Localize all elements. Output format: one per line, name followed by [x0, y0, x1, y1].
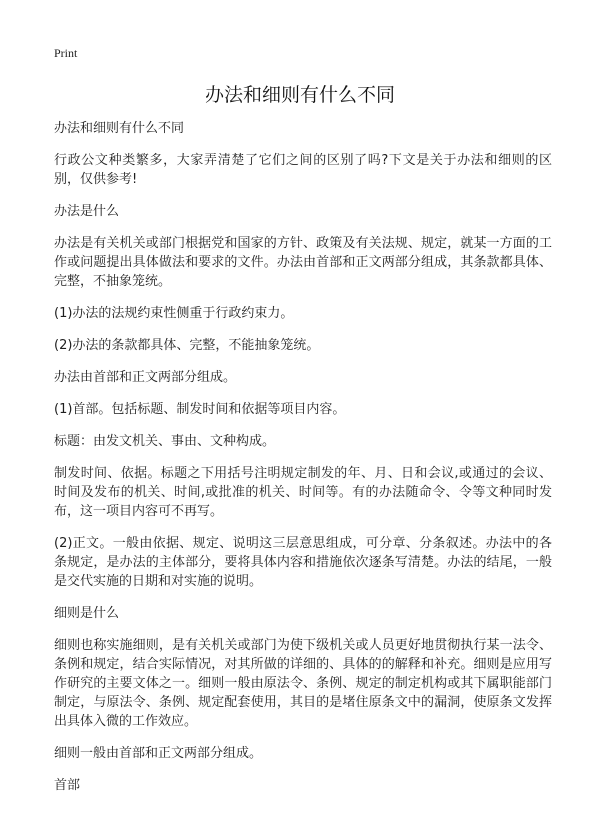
banfa-point-1: (1)办法的法规约束性侧重于行政约束力。: [54, 306, 294, 321]
banfa-header-paragraph: (1)首部。包括标题、制发时间和依据等项目内容。: [54, 402, 346, 417]
document-title: 办法和细则有什么不同: [204, 84, 395, 106]
document-body: [54, 119, 552, 808]
banfa-structure-paragraph: 办法由首部和正文两部分组成。: [54, 370, 237, 385]
banfa-body-paragraph: (2)正文。一般由依据、规定、说明这三层意思组成，可分章、分条叙述。办法中的各条规定，是办法的主体部分，要将具体内容和措施依次逐条写清楚。办法的结尾，一般是交代实施的日期和对实施的说明。: [54, 536, 552, 589]
section-heading-banfa: 办法是什么: [54, 204, 120, 219]
banfa-definition-paragraph: 办法是有关机关或部门根据党和国家的方针、政策及有关法规、规定，就某一方面的工作或问题提出具体做法和要求的文件。办法由首部和正文两部分组成，其条款都具体、完整，不抽象笼统。: [54, 236, 552, 289]
banfa-title-paragraph: 标题：由发文机关、事由、文种构成。: [54, 434, 276, 449]
xize-definition-paragraph: 细则也称实施细则，是有关机关或部门为使下级机关或人员更好地贯彻执行某一法令、条例和规定，结合实际情况，对其所做的详细的、具体的的解释和补充。细则是应用写作研究的主要文体之一。细则一般由原法令、条例、规定的制定机构或其下属职能部门制定，与原法令、条例、规定配套使用，其目的是堵住原条文中的漏洞，使原条文发挥出具体入微的工作效应。: [54, 638, 552, 729]
print-link[interactable]: Print: [54, 46, 78, 60]
banfa-date-paragraph: 制发时间、依据。标题之下用括号注明规定制发的年、月、日和会议,或通过的会议、时间及发布的机关、时间,或批准的机关、时间等。有的办法随命令、令等文种同时发布，这一项目内容可不再写。: [54, 466, 552, 519]
xize-header-paragraph: 首部: [54, 778, 81, 793]
section-heading-xize: 细则是什么: [54, 606, 120, 621]
intro-paragraph: 行政公文种类繁多，大家弄清楚了它们之间的区别了吗?下文是关于办法和细则的区别，仅供参考!: [54, 153, 552, 187]
banfa-point-2: (2)办法的条款都具体、完整，不能抽象笼统。: [54, 338, 320, 353]
xize-structure-paragraph: 细则一般由首部和正文两部分组成。: [54, 746, 263, 761]
subtitle-paragraph: 办法和细则有什么不同: [54, 121, 185, 136]
